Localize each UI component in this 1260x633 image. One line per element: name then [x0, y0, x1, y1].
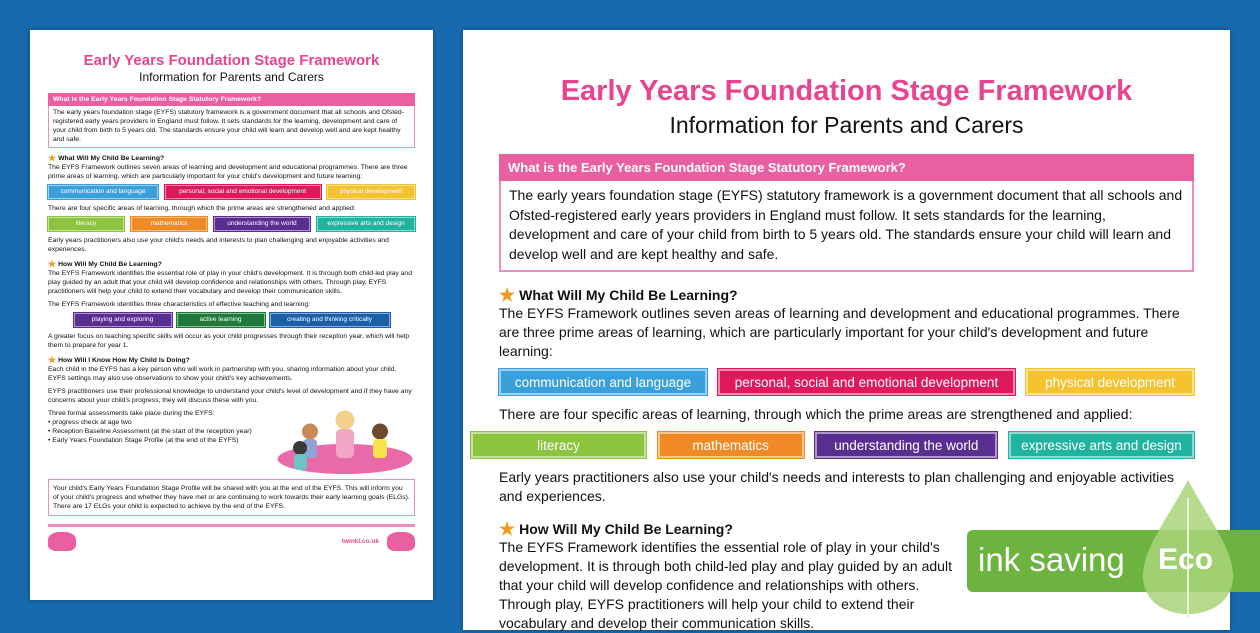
heading-text: What Will My Child Be Learning? [58, 155, 165, 162]
twinkl-logo-icon [48, 532, 76, 551]
star-icon: ★ [48, 355, 57, 365]
paragraph: Early years practitioners also use your child's needs and interests to plan challenging and enjoyable activities and experiences. [48, 237, 389, 253]
section-heading [499, 286, 1194, 304]
chip-expressive-arts: expressive arts and design [1009, 432, 1194, 458]
specific-areas [48, 217, 415, 231]
heading-text: What Will My Child Be Learning? [519, 287, 738, 303]
star-icon: ★ [499, 285, 516, 305]
heading-text: How Will My Child Be Learning? [519, 521, 733, 537]
profile-box: Your child's Early Years Foundation Stage Profile will be shared with you at the end of the EYFS. This will inform you of your child's progress and whether they have met or are continuing to work towards their early learning goals (ELGs). There are 17 ELGs your child is expected to achieve by the end of the EYFS. [48, 479, 415, 516]
assessments-row [48, 409, 415, 475]
footer-site: twinkl.co.uk [341, 538, 379, 545]
assessment-list [48, 418, 252, 445]
prime-areas [499, 369, 1194, 395]
paragraph: The EYFS Framework identifies three characteristics of effective teaching and learning: [48, 301, 311, 308]
list-item: • Reception Baseline Assessment (at the start of the reception year) [48, 428, 252, 435]
heading-text: How Will My Child Be Learning? [58, 261, 162, 268]
section-heading [48, 154, 415, 163]
characteristics [48, 313, 415, 327]
ink-saving-text: ink saving [978, 541, 1125, 578]
document-subtitle: Information for Parents and Carers [669, 112, 1024, 138]
chip-personal: personal, social and emotional development [165, 185, 321, 199]
paragraph: Early years practitioners also use your child's needs and interests to plan challenging and enjoyable activities and experiences. [499, 469, 1175, 504]
document-title: Early Years Foundation Stage Framework [83, 52, 380, 69]
chip-communication: communication and language [499, 369, 707, 395]
list-item: • Early Years Foundation Stage Profile (at the end of the EYFS) [48, 437, 239, 444]
info-box-heading: What is the Early Years Foundation Stage Statutory Framework? [499, 154, 1194, 181]
chip-understanding-world: understanding the world [815, 432, 997, 458]
thumbnail-page-preview[interactable] [30, 30, 433, 600]
eco-label: Eco [1158, 543, 1214, 576]
chip-physical: physical development [1026, 369, 1194, 395]
info-box-heading: What is the Early Years Foundation Stage Statutory Framework? [48, 93, 415, 106]
paragraph: There are four specific areas of learning, through which the prime areas are strengthened and applied: [48, 205, 356, 212]
paragraph: Each child in the EYFS has a key person who will work in partnership with you, sharing information about your child. EYFS settings may also use observations to show your child's key achievements. [48, 366, 397, 382]
chip-expressive-arts: expressive arts and design [317, 217, 415, 231]
star-icon: ★ [48, 153, 57, 163]
chip-literacy: literacy [471, 432, 646, 458]
chip-mathematics: mathematics [658, 432, 804, 458]
chip-literacy: literacy [48, 217, 124, 231]
document-title: Early Years Foundation Stage Framework [560, 75, 1133, 107]
paragraph: The EYFS Framework outlines seven areas of learning and development and educational programmes. There are three prime areas of learning, which are particularly important for your child's development and future learning: [48, 164, 408, 180]
document-subtitle: Information for Parents and Carers [139, 70, 324, 84]
twinkl-logo-icon [387, 532, 415, 551]
chip-active-learning: active learning [177, 313, 265, 327]
document-footer [48, 524, 415, 551]
chip-creating-thinking: creating and thinking critically [270, 313, 390, 327]
paragraph: EYFS practitioners use their professional knowledge to understand your child's level of development and if they have any concerns about your child's progress, they will discuss these with you. [48, 388, 412, 404]
info-box-text: The early years foundation stage (EYFS) statutory framework is a government document that all schools and Ofsted-registered early years providers in England must follow. It sets standards for the learning, development and care of your child from birth to 5 years old. The standards ensure your child will learn and develop well and are kept healthy and safe. [48, 106, 415, 148]
children-illustration [265, 409, 415, 475]
specific-areas [471, 432, 1194, 458]
star-icon: ★ [499, 519, 516, 539]
heading-text: How Will I Know How My Child Is Doing? [58, 357, 190, 364]
star-icon: ★ [48, 259, 57, 269]
chip-communication: communication and language [48, 185, 158, 199]
list-item: • progress check at age two [48, 419, 132, 426]
chip-understanding-world: understanding the world [214, 217, 310, 231]
prime-areas [48, 185, 415, 199]
paragraph: The EYFS Framework outlines seven areas of learning and development and educational programmes. There are three prime areas of learning, which are particularly important for your child's development and future learning: [499, 305, 1180, 359]
paragraph: Three formal assessments take place during the EYFS: [48, 410, 215, 417]
info-box-text: The early years foundation stage (EYFS) statutory framework is a government document that all schools and Ofsted-registered early years providers in England must follow. It sets standards for the learning, development and care of your child from birth to 5 years old. The standards ensure your child will learn and develop well and are kept healthy and safe. [499, 181, 1194, 272]
paragraph: The EYFS Framework identifies the essential role of play in your child's development. It is through both child-led play and play guided by an adult that your child will develop confidence and relationships with others. Through play, EYFS practitioners will help your child to extend their vocabulary and develop their communication skills. [499, 539, 952, 631]
paragraph: There are four specific areas of learning, through which the prime areas are strengthened and applied: [499, 406, 1133, 422]
paragraph: A greater focus on teaching specific skills will occur as your child progresses through their reception year, which will help them to prepare for year 1. [48, 333, 410, 349]
chip-personal: personal, social and emotional development [718, 369, 1015, 395]
section-heading [48, 356, 415, 365]
chip-playing-exploring: playing and exploring [74, 313, 172, 327]
chip-physical: physical development [327, 185, 415, 199]
paragraph: The EYFS Framework identifies the essential role of play in your child's development. It is through both child-led play and play guided by an adult that your child will develop confidence and relationships with others. Through play, EYFS practitioners will help your child to extend their vocabulary and develop their communication skills. [48, 270, 412, 295]
document-thumbnail [30, 30, 433, 551]
section-heading [48, 260, 415, 269]
chip-mathematics: mathematics [131, 217, 207, 231]
